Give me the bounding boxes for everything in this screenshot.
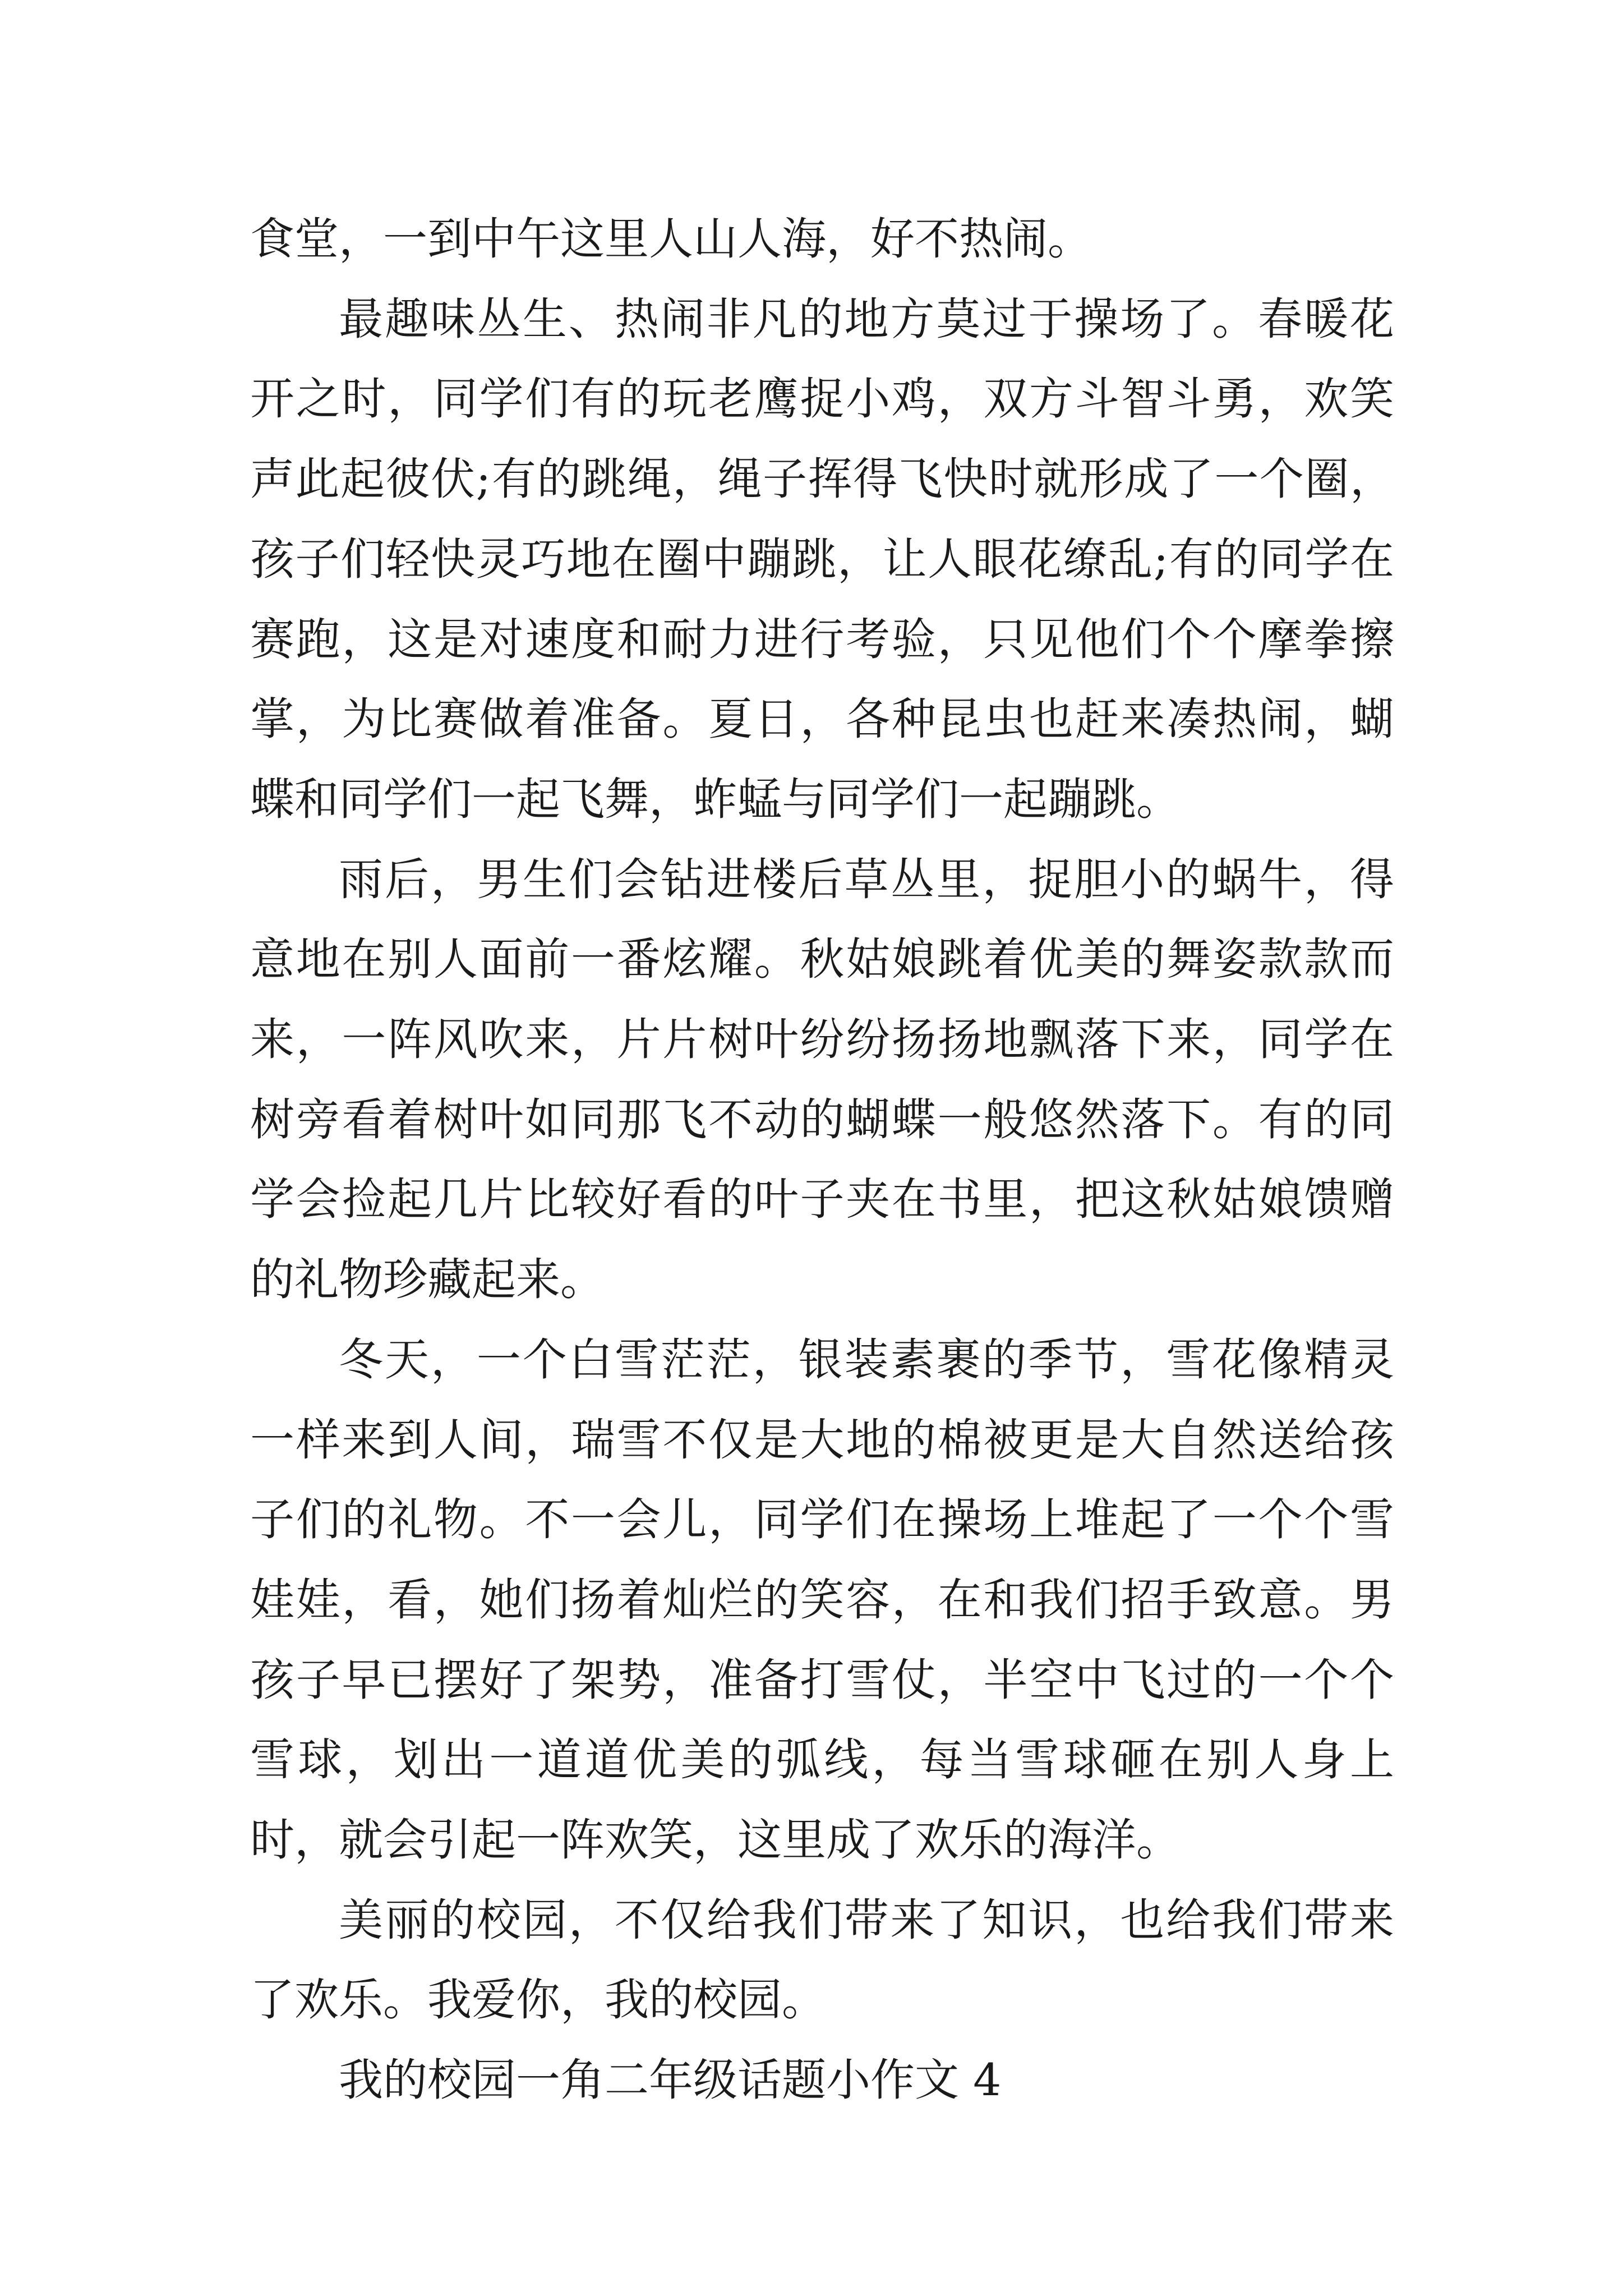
body-text [250,199,1394,2120]
section-heading: 我的校园一角二年级话题小作文 4 [339,2054,1002,2106]
paragraph-winter: 冬天，一个白雪茫茫，银装素裹的季节，雪花像精灵一样来到人间，瑞雪不仅是大地的棉被更是大自然送给孩子们的礼物。不一会儿，同学们在操场上堆起了一个个雪娃娃，看，她们扬着灿烂的笑容，在和我们招手致意。男孩子早已摆好了架势，准备打雪仗，半空中飞过的一个个雪球，划出一道道优美的弧线，每当雪球砸在别人身上时，就会引起一阵欢笑，这里成了欢乐的海洋。 [250,1333,1394,1866]
paragraph-autumn: 雨后，男生们会钻进楼后草丛里，捉胆小的蜗牛，得意地在别人面前一番炫耀。秋姑娘跳着优美的舞姿款款而来，一阵风吹来，片片树叶纷纷扬扬地飘落下来，同学在树旁看着树叶如同那飞不动的蝴蝶一般悠然落下。有的同学会捡起几片比较好看的叶子夹在书里，把这秋姑娘馈赠的礼物珍藏起来。 [250,853,1394,1306]
paragraph-playground: 最趣味丛生、热闹非凡的地方莫过于操场了。春暖花开之时，同学们有的玩老鹰捉小鸡，双方斗智斗勇，欢笑声此起彼伏;有的跳绳，绳子挥得飞快时就形成了一个圈，孩子们轻快灵巧地在圈中蹦跳，让人眼花缭乱;有的同学在赛跑，这是对速度和耐力进行考验，只见他们个个摩拳擦掌，为比赛做着准备。夏日，各种昆虫也赶来凑热闹，蝴蝶和同学们一起飞舞，蚱蜢与同学们一起蹦跳。 [250,293,1394,825]
paragraph-conclusion: 美丽的校园，不仅给我们带来了知识，也给我们带来了欢乐。我爱你，我的校园。 [250,1894,1394,2026]
paragraph-canteen-continuation: 食堂，一到中午这里人山人海，好不热闹。 [250,213,1092,265]
